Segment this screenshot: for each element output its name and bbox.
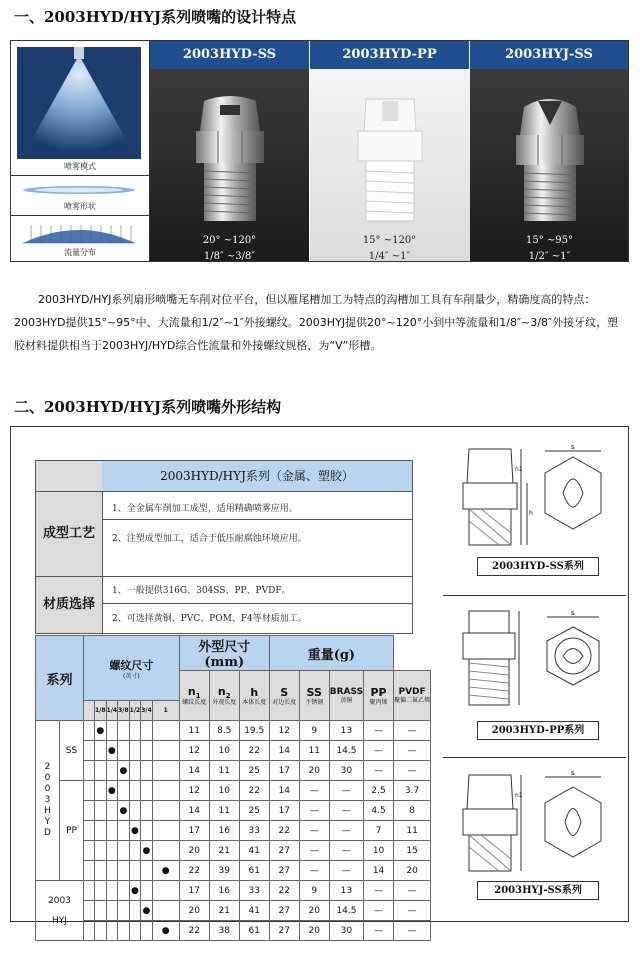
table-cell: — [364, 921, 394, 941]
svg-text:s: s [571, 443, 575, 451]
table-cell: 27 [269, 841, 299, 861]
table-cell: 17 [269, 761, 299, 781]
table-cell: 16 [209, 821, 239, 841]
table-cell: 11 [394, 821, 431, 841]
drawing-hyd-pp [455, 605, 615, 715]
table-cell: 25 [239, 801, 269, 821]
table-cell: 20 [299, 921, 329, 941]
drawing-caption-2: 2003HYD-PP系列 [477, 721, 599, 740]
table-cell: 20 [299, 901, 329, 921]
table-cell: — [364, 881, 394, 901]
table-cell: 17 [179, 881, 209, 901]
table-cell: 22 [239, 781, 269, 801]
spray-info-column [11, 41, 150, 261]
svg-text:s: s [571, 769, 575, 777]
table-cell: — [394, 921, 431, 941]
table-cell: 20 [179, 841, 209, 861]
table-cell: 20 [179, 901, 209, 921]
thread-dot: ● [129, 881, 141, 901]
section-1-title: 一、2003HYD/HYJ系列喷嘴的设计特点 [14, 8, 297, 26]
table-cell: 17 [179, 821, 209, 841]
table-cell: 11 [179, 721, 209, 741]
table-cell: 13 [329, 881, 363, 901]
table-cell: 27 [269, 921, 299, 941]
table-cell: 11 [299, 741, 329, 761]
table-cell: 38 [209, 921, 239, 941]
section-2-title: 二、2003HYD/HYJ系列喷嘴外形结构 [14, 398, 282, 416]
table-cell: — [364, 901, 394, 921]
table-cell: 11 [209, 761, 239, 781]
weight-col-1: BRASS 黄铜 [329, 671, 363, 721]
table-cell: 14 [269, 741, 299, 761]
spray-pattern-label: 喷雾模式 [64, 162, 96, 171]
table-cell: 7 [364, 821, 394, 841]
thread-size-5: 1 [152, 701, 179, 721]
table-cell: — [394, 761, 431, 781]
thread-size-4: 3/4 [141, 701, 153, 721]
table-cell: 14 [179, 761, 209, 781]
dim-col-0: $n_1$ 螺纹长度 [179, 671, 209, 721]
weight-col-2: PP 聚丙烯 [364, 671, 394, 721]
table-cell: 14.5 [329, 901, 363, 921]
table-cell: 22 [269, 821, 299, 841]
table-cell: 39 [209, 861, 239, 881]
drawing-caption-1: 2003HYD-SS系列 [477, 557, 599, 576]
col-dims: 外型尺寸(mm) [179, 636, 269, 671]
table-cell: 33 [239, 881, 269, 901]
product-card-1 [150, 69, 309, 261]
table-row [36, 721, 431, 741]
table-cell: — [329, 821, 363, 841]
thread-size-3: 1/2 [129, 701, 141, 721]
table-cell: — [329, 841, 363, 861]
table-cell: 61 [239, 861, 269, 881]
product-thread-1: 1/8″ ~3/8″ [203, 251, 256, 261]
svg-text:n1: n1 [515, 466, 523, 473]
table-cell: — [394, 741, 431, 761]
thread-dot: ● [118, 801, 130, 821]
thread-dot: ● [106, 741, 118, 761]
process-line-1: 1、全金属车削加工成型，适用精确喷雾应用。 [112, 504, 298, 514]
table-cell: 14 [179, 801, 209, 821]
product-name-1: 2003HYD-SS [182, 47, 277, 62]
table-cell: — [329, 861, 363, 881]
table-cell: 41 [239, 901, 269, 921]
table-cell: — [329, 801, 363, 821]
product-name-3: 2003HYJ-SS [505, 47, 593, 62]
table-cell: 14 [269, 781, 299, 801]
table-cell: 8.5 [209, 721, 239, 741]
table-cell: — [394, 881, 431, 901]
thread-dot: ● [95, 721, 107, 741]
table-row [36, 781, 431, 801]
product-card-3 [470, 69, 628, 261]
table-cell: 21 [209, 841, 239, 861]
table-cell: 27 [269, 861, 299, 881]
table-cell: 13 [329, 721, 363, 741]
dim-col-1: $n_2$ 外观长度 [209, 671, 239, 721]
product-header-row [150, 41, 628, 69]
spec-table [35, 635, 431, 941]
nozzle-pp-image [350, 91, 430, 231]
nozzle-hyj-image [510, 91, 590, 231]
table-cell: — [364, 721, 394, 741]
table-cell: 25 [239, 761, 269, 781]
table-cell: — [364, 761, 394, 781]
table-cell: — [329, 781, 363, 801]
table-cell: 21 [209, 901, 239, 921]
description-paragraph: 2003HYD/HYJ系列扇形喷嘴无车削对位平台，但以雁尾槽加工为特点的沟槽加工具有车削量少，精确度高的特点：2003HYD提供15°~95°中、大流量和1/2″~1″外接螺纹。2003HYJ提供20°~120°小到中等流量和1/8″~3/8″外接牙纹，塑胶材料提供相当于2003HYJ/HYD综合性流量和外接螺纹规格，为“V”形槽。 [14, 293, 619, 352]
flow-distribution-image [17, 221, 141, 245]
material-line-2: 2、可选择黄铜、PVC、POM、F4等材质加工。 [112, 614, 307, 624]
table-cell: — [299, 781, 329, 801]
table-cell: 27 [269, 901, 299, 921]
design-features-panel [10, 40, 629, 262]
table-cell: — [299, 841, 329, 861]
material-line-1: 1、一般提供316G、304SS、PP、PVDF。 [112, 586, 291, 596]
thread-dot: ● [141, 901, 153, 921]
table-cell: 12 [269, 721, 299, 741]
table-cell: 14 [364, 861, 394, 881]
material-header: 2003HYD/HYJ系列（金属、塑胶） [102, 461, 412, 492]
table-cell: 3.7 [394, 781, 431, 801]
group-hyj: 2003 HYJ [36, 881, 84, 941]
product-thread-2: 1/4″ ~1″ [368, 251, 411, 261]
thread-dot: ● [152, 921, 179, 941]
table-cell: 22 [179, 861, 209, 881]
product-name-2: 2003HYD-PP [342, 47, 437, 62]
thread-dot: ● [106, 781, 118, 801]
col-weight: 重量(g) [269, 636, 393, 671]
weight-col-3: PVDF 聚偏二氟乙烯 [394, 671, 431, 721]
table-cell: 10 [209, 781, 239, 801]
table-cell: 19.5 [239, 721, 269, 741]
process-label: 成型工艺 [36, 492, 103, 576]
weight-col-0: SS 不锈钢 [299, 671, 329, 721]
product-angle-1: 20° ~120° [202, 235, 257, 246]
thread-size-2: 3/8 [118, 701, 130, 721]
table-row [36, 901, 431, 921]
table-cell: 9 [299, 881, 329, 901]
table-cell: 20 [299, 761, 329, 781]
subgroup-pp: PP [60, 781, 84, 881]
table-cell: 8 [394, 801, 431, 821]
table-row [36, 821, 431, 841]
product-card-2 [310, 69, 470, 261]
thread-dot: ● [118, 761, 130, 781]
thread-size-1: 1/4 [106, 701, 118, 721]
table-cell: 22 [269, 881, 299, 901]
table-cell: 22 [179, 921, 209, 941]
table-cell: 12 [179, 741, 209, 761]
thread-dot: ● [141, 841, 153, 861]
table-row [36, 881, 431, 901]
svg-text:h: h [529, 510, 533, 517]
col-series: 系列 [36, 636, 84, 721]
table-cell: — [299, 861, 329, 881]
table-cell: 12 [179, 781, 209, 801]
table-cell: 4.5 [364, 801, 394, 821]
dim-col-3: S 对边长度 [269, 671, 299, 721]
table-row [36, 741, 431, 761]
structure-panel [10, 426, 629, 936]
spray-shape-image [17, 181, 141, 199]
table-cell: 30 [329, 921, 363, 941]
table-cell: 30 [329, 761, 363, 781]
table-row [36, 861, 431, 881]
drawing-hyj-ss [455, 769, 615, 879]
product-thread-3: 1/2″ ~1″ [528, 251, 571, 261]
drawing-caption-3: 2003HYJ-SS系列 [477, 881, 599, 900]
table-cell: 33 [239, 821, 269, 841]
process-line-2: 2、注塑成型加工，适合于低压耐腐蚀环境应用。 [112, 534, 307, 544]
product-angle-3: 15° ~95° [525, 235, 573, 246]
table-cell: 10 [364, 841, 394, 861]
table-cell: — [299, 801, 329, 821]
drawing-hyd-ss [455, 443, 615, 553]
table-cell: 41 [239, 841, 269, 861]
table-cell: 61 [239, 921, 269, 941]
group-hyd: 2 0 0 3 H Y D [36, 721, 60, 881]
spray-pattern-image [17, 47, 141, 159]
subgroup-ss: SS [60, 721, 84, 781]
table-cell: 16 [209, 881, 239, 901]
table-cell: 11 [209, 801, 239, 821]
table-cell: 9 [299, 721, 329, 741]
table-row [36, 841, 431, 861]
thread-size-0: 1/8 [95, 701, 107, 721]
nozzle-ss-image [190, 91, 270, 231]
table-cell: — [364, 741, 394, 761]
table-cell: 14.5 [329, 741, 363, 761]
svg-text:s: s [571, 609, 575, 617]
flow-distribution-label: 流量分布 [64, 248, 96, 257]
col-thread: 螺纹尺寸 (英寸) [84, 636, 180, 701]
thread-dot: ● [152, 861, 179, 881]
table-cell: 2.5 [364, 781, 394, 801]
table-cell: 10 [209, 741, 239, 761]
material-label: 材质选择 [36, 577, 103, 633]
spray-shape-label: 喷雾形状 [64, 202, 96, 211]
table-cell: 17 [269, 801, 299, 821]
table-cell: 20 [394, 861, 431, 881]
table-cell: — [394, 721, 431, 741]
table-cell: — [299, 821, 329, 841]
table-cell: 15 [394, 841, 431, 861]
material-box [35, 460, 413, 634]
dim-col-2: h 本体长度 [239, 671, 269, 721]
table-row [36, 761, 431, 781]
thread-dot: ● [129, 821, 141, 841]
table-row [36, 921, 431, 941]
table-cell: 22 [239, 741, 269, 761]
table-row [36, 801, 431, 821]
product-angle-2: 15° ~120° [362, 235, 417, 246]
table-cell: — [394, 901, 431, 921]
svg-text:n1: n1 [515, 792, 523, 799]
